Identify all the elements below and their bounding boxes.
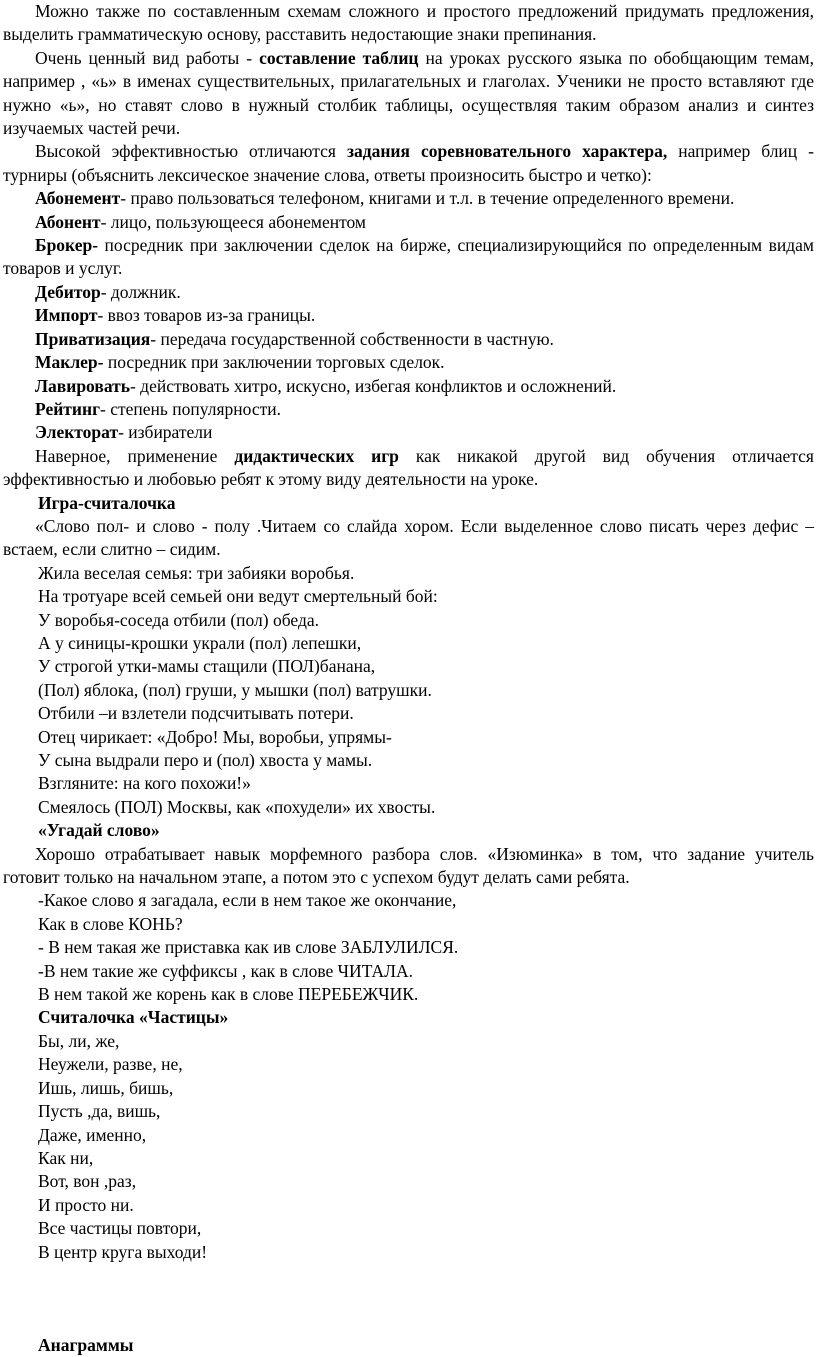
riddle-line: - В нем такая же приставка как ив слове ЗАБЛУЛИЛСЯ.	[38, 937, 459, 958]
term-entry	[3, 187, 814, 210]
rhyme-line: Бы, ли, же,	[38, 1030, 120, 1051]
rhyme-line: Даже, именно,	[38, 1124, 147, 1145]
rhyme-line: Все частицы повтори,	[38, 1218, 202, 1239]
rhyme-line: В центр круга выходи!	[38, 1241, 208, 1262]
term-entry	[3, 281, 814, 304]
poem-line: Взгляните: на кого похожи!»	[38, 773, 251, 794]
term-definition: - передача государственной собственности в частную.	[150, 328, 554, 349]
emphasis: дидактических игр	[234, 445, 399, 466]
term-definition: посредник при заключении торговых сделок.	[103, 352, 445, 373]
heading-anagrams	[3, 1334, 814, 1357]
riddle-line: -В нем такие же суффиксы , как в слове ЧИТАЛА.	[38, 960, 414, 981]
blank-space	[3, 1264, 814, 1334]
poem-line: А у синицы-крошки украли (пол) лепешки,	[38, 632, 362, 653]
term-entry	[3, 304, 814, 327]
term-word: Абонент	[35, 211, 101, 232]
term-definition: посредник при заключении сделок на бирже, специализирующийся по определенным видам товаров и услуг.	[3, 235, 814, 279]
term-definition: - избиратели	[118, 422, 213, 443]
heading-counting-game	[3, 492, 814, 515]
poem-line: У строгой утки-мамы стащили (ПОЛ)банана,	[38, 656, 376, 677]
heading-particles-rhyme	[3, 1006, 814, 1029]
poem-line: У воробья-соседа отбили (пол) обеда.	[38, 609, 319, 630]
emphasis: составление таблиц	[259, 47, 419, 68]
term-definition: - должник.	[100, 281, 181, 302]
paragraph-tables	[3, 47, 814, 141]
poem-line: У сына выдрали перо и (пол) хвоста у мамы.	[38, 750, 373, 770]
poem-line: На тротуаре всей семьей они ведут смертельный бой:	[38, 586, 438, 607]
riddle-line: -Какое слово я загадала, если в нем такое же окончание,	[38, 890, 457, 911]
term-entry	[3, 234, 814, 281]
term-list	[3, 187, 814, 444]
rhyme-line: Неужели, разве, не,	[38, 1054, 183, 1075]
text-run: Наверное, применение	[35, 445, 235, 466]
poem-line: Отбили –и взлетели подсчитывать потери.	[38, 703, 354, 724]
text-run: Очень ценный вид работы -	[35, 47, 260, 68]
term-word: Абонемент	[35, 188, 121, 209]
term-entry	[3, 375, 814, 398]
text-run: как никакой другой вид обучения отличается эффективностью и любовью ребят к этому виду деятельности на уроке.	[3, 445, 814, 490]
term-definition: - ввоз товаров из-за границы.	[97, 305, 316, 326]
term-entry	[3, 421, 814, 444]
term-word: Рейтинг	[35, 398, 101, 419]
term-definition: - степень популярности.	[100, 398, 281, 419]
paragraph-game-rules: «Слово пол- и слово - полу .Читаем со слайда хором. Если выделенное слово писать через дефис – встаем, если слитно – сидим.	[3, 515, 814, 560]
term-word: Брокер-	[35, 235, 99, 256]
heading-text: Анаграммы	[38, 1334, 134, 1355]
guess-lines	[3, 889, 814, 1006]
paragraph-morpheme: Хорошо отрабатывает навык морфемного разбора слов. «Изюминка» в том, что задание учитель готовит только на начальном этапе, а потом это с успехом будут делать сами ребята.	[3, 843, 814, 888]
term-entry	[3, 398, 814, 421]
paragraph-competitive-tasks	[3, 140, 814, 187]
particles-rhyme	[3, 1030, 814, 1264]
heading-text: Считалочка «Частицы»	[38, 1007, 229, 1028]
text-run: на уроках русского языка по обобщающим темам, например , «ь» в именах существительных, прилагательных и глаголах. Ученики не просто вставляют где нужно «ь», но ставят слово в нужный столбик таблицы, осуществляя таким образом анализ и синтез изучаемых частей речи.	[3, 47, 814, 139]
term-word: Электорат	[35, 422, 119, 443]
riddle-line: Как в слове КОНЬ?	[38, 913, 183, 934]
term-word: Дебитор	[35, 281, 101, 302]
text-run: например блиц - турниры (объяснить лексическое значение слова, ответы произносить быстро и четко):	[3, 141, 814, 185]
term-word: Лавировать	[35, 375, 130, 396]
rhyme-line: Вот, вон ,раз,	[38, 1171, 137, 1192]
term-entry	[3, 328, 814, 351]
paragraph-didactic-games	[3, 445, 814, 492]
term-word: Приватизация	[35, 328, 151, 349]
heading-text: Игра-считалочка	[38, 492, 176, 513]
heading-guess-word	[3, 819, 814, 842]
term-entry	[3, 351, 814, 374]
rhyme-line: Ишь, лишь, бишь,	[38, 1077, 174, 1098]
paragraph-schemes: Можно также по составленным схемам сложного и простого предложений придумать предложения, выделить грамматическую основу, расставить недостающие знаки препинания.	[3, 1, 814, 45]
rhyme-line: Пусть ,да, вишь,	[38, 1101, 161, 1122]
term-entry	[3, 211, 814, 234]
rhyme-line: И просто ни.	[38, 1194, 134, 1215]
term-definition: - лицо, пользующееся абонементом	[100, 211, 367, 232]
term-definition: - действовать хитро, искусно, избегая конфликтов и осложнений.	[129, 375, 617, 396]
poem-line: Отец чирикает: «Добро! Мы, воробьи, упрямы-	[38, 726, 392, 747]
heading-text: «Угадай слово»	[38, 820, 160, 841]
poem-line: Смеялось (ПОЛ) Москвы, как «похудели» их хвосты.	[38, 796, 436, 817]
text-run: Высокой эффективностью отличаются	[35, 141, 347, 162]
emphasis: задания соревновательного характера,	[346, 141, 668, 162]
rhyme-line: Как ни,	[38, 1147, 94, 1168]
term-word: Импорт	[35, 305, 98, 326]
poem-line: (Пол) яблока, (пол) груши, у мышки (пол) ватрушки.	[38, 679, 432, 700]
term-definition: - право пользоваться телефоном, книгами и т.л. в течение определенного времени.	[120, 188, 735, 209]
term-word: Маклер-	[35, 352, 104, 373]
poem-line: Жила веселая семья: три забияки воробья.	[38, 562, 355, 583]
poem	[3, 562, 814, 819]
riddle-line: В нем такой же корень как в слове ПЕРЕБЕЖЧИК.	[38, 984, 419, 1005]
